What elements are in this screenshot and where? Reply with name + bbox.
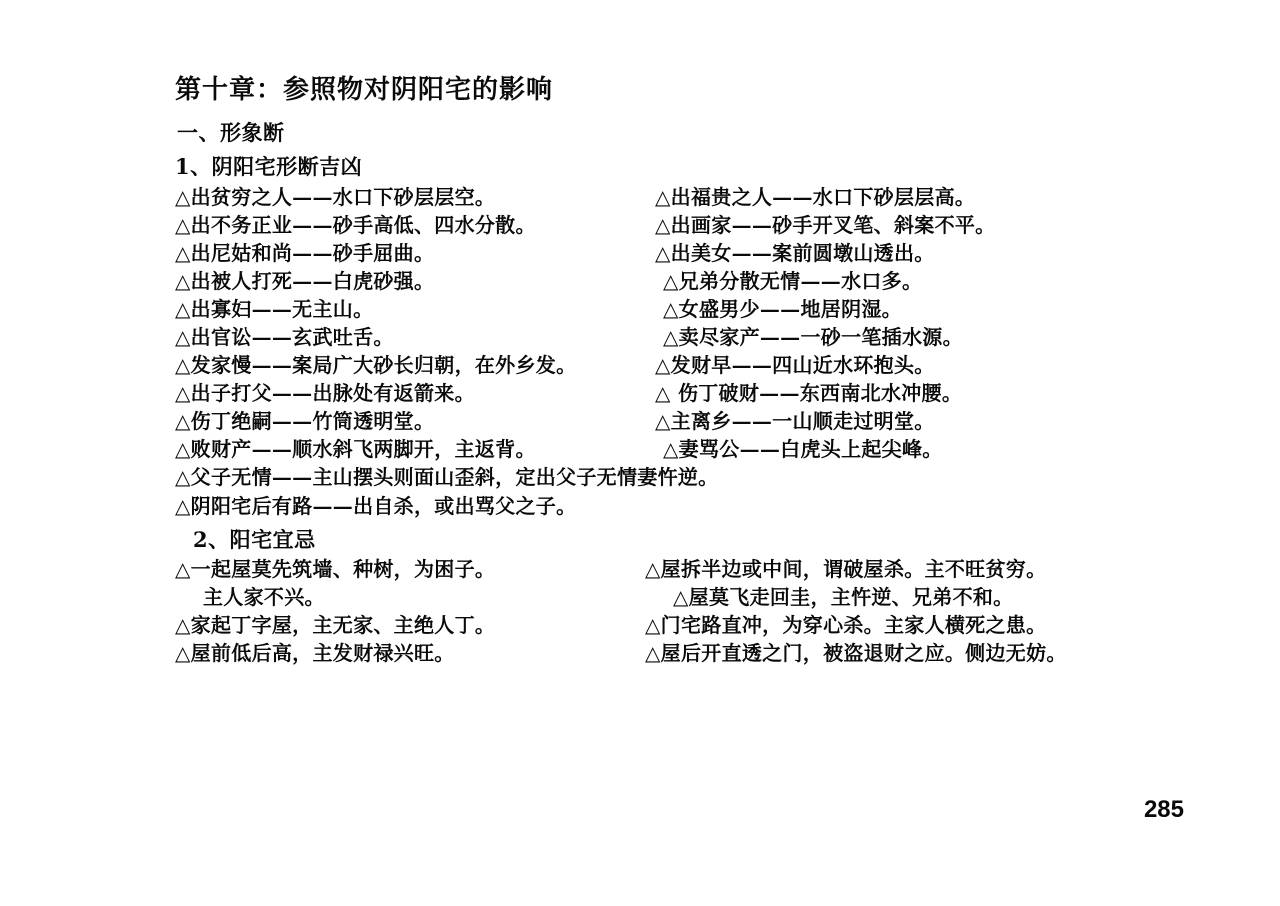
list-item: △ 伤丁破财——东西南北水冲腰。	[655, 380, 963, 405]
list-row	[175, 380, 1185, 405]
list-item: △出子打父——出脉处有返箭来。	[175, 380, 475, 405]
list-item: △出福贵之人——水口下砂层层高。	[655, 184, 976, 209]
list-item: △卖尽家产——一砂一笔插水源。	[663, 324, 963, 349]
list-item: △屋莫飞走回圭，主忤逆、兄弟不和。	[673, 585, 1014, 610]
list-row	[175, 240, 1185, 265]
list-item: △败财产——顺水斜飞两脚开，主返背。	[175, 436, 536, 461]
list-item: △妻骂公——白虎头上起尖峰。	[663, 436, 943, 461]
list-item: △出画家——砂手开叉笔、斜案不平。	[655, 212, 996, 237]
section-heading-xingxiangduan: 一、形象断	[177, 119, 285, 145]
subsection-heading-yinyangzhai: 1、阴阳宅形断吉凶	[175, 154, 363, 180]
list-item: △女盛男少——地居阴湿。	[663, 296, 902, 321]
list-row	[175, 641, 1185, 666]
list-row	[175, 436, 1185, 461]
subsection-heading-yangzhai: 2、阳宅宜忌	[193, 526, 316, 552]
list-item: △出寡妇——无主山。	[175, 296, 374, 321]
list-item: △屋前低后高，主发财禄兴旺。	[175, 641, 455, 666]
list-item: △出尼姑和尚——砂手屈曲。	[175, 240, 435, 265]
list-row	[175, 268, 1185, 293]
block-yinyangzhai-list	[175, 184, 1185, 518]
list-item: △门宅路直冲，为穿心杀。主家人横死之患。	[645, 613, 1047, 638]
list-item: △发财早——四山近水环抱头。	[655, 352, 935, 377]
list-item: △出官讼——玄武吐舌。	[175, 324, 394, 349]
page-number: 285	[1143, 796, 1184, 823]
list-item: △出贫穷之人——水口下砂层层空。	[175, 184, 496, 209]
list-row	[175, 557, 1185, 582]
list-item: △屋后开直透之门，被盗退财之应。侧边无妨。	[645, 641, 1067, 666]
list-item: △屋拆半边或中间，谓破屋杀。主不旺贫穷。	[645, 557, 1047, 582]
list-item: △出不务正业——砂手高低、四水分散。	[175, 212, 536, 237]
list-item: △阴阳宅后有路——出自杀，或出骂父之子。	[175, 493, 577, 518]
list-item: △家起丁字屋，主无家、主绝人丁。	[175, 613, 496, 638]
block-yangzhai-list	[175, 557, 1185, 666]
list-row	[175, 352, 1185, 377]
list-item: △出被人打死——白虎砂强。	[175, 268, 435, 293]
list-row	[175, 613, 1185, 638]
list-item: △发家慢——案局广大砂长归朝，在外乡发。	[175, 352, 577, 377]
list-item-continuation: 主人家不兴。	[203, 585, 325, 610]
list-row	[175, 324, 1185, 349]
list-row	[175, 408, 1185, 433]
list-row	[175, 585, 1185, 610]
list-item: △主离乡——一山顺走过明堂。	[655, 408, 935, 433]
list-row	[175, 296, 1185, 321]
list-item: △一起屋莫先筑墙、种树，为困子。	[175, 557, 496, 582]
page-content	[175, 74, 1185, 671]
list-item: △出美女——案前圆墩山透出。	[655, 240, 935, 265]
list-item: △兄弟分散无情——水口多。	[663, 268, 923, 293]
list-row	[175, 184, 1185, 209]
list-row	[175, 212, 1185, 237]
list-item: △父子无情——主山摆头则面山歪斜，定出父子无情妻忤逆。	[175, 464, 719, 489]
list-item: △伤丁绝嗣——竹筒透明堂。	[175, 408, 435, 433]
chapter-title: 第十章：参照物对阴阳宅的影响	[175, 75, 554, 105]
